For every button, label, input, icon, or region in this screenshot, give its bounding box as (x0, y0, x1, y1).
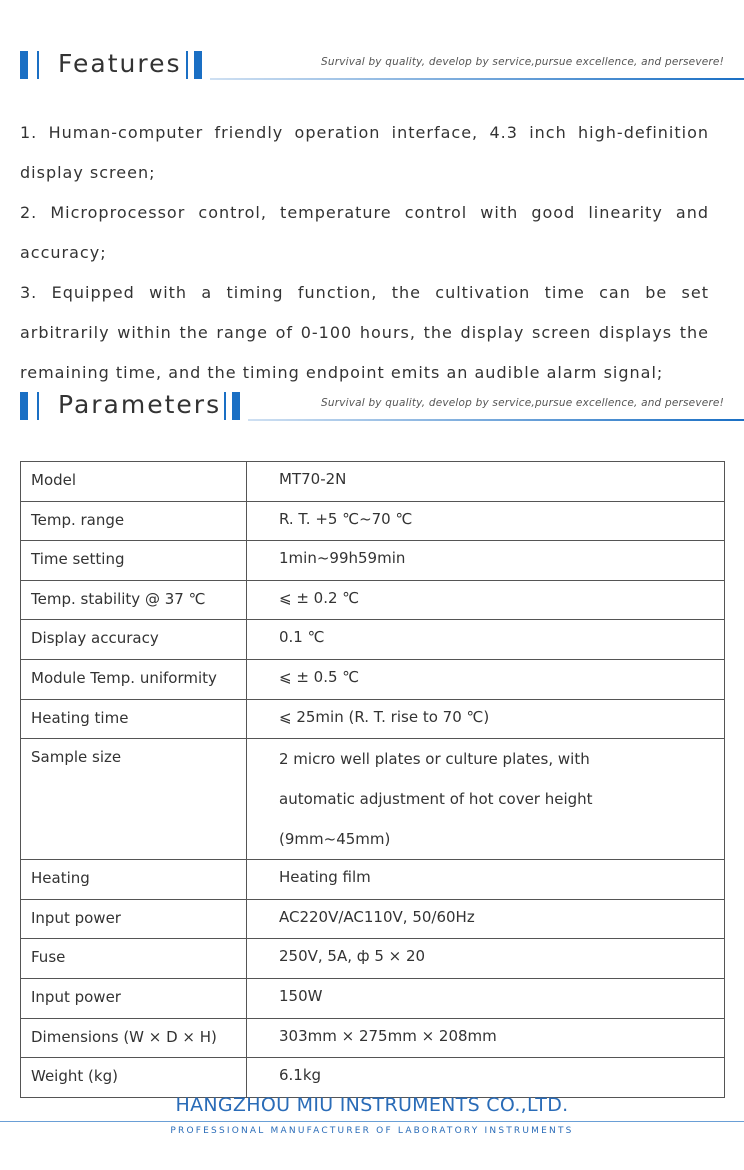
table-row (21, 1018, 725, 1058)
param-key: Input power (21, 899, 247, 939)
table-row (21, 899, 725, 939)
table-row (21, 501, 725, 541)
param-key: Time setting (21, 541, 247, 581)
param-key: Temp. range (21, 501, 247, 541)
table-row (21, 620, 725, 660)
accent-bar (37, 51, 39, 79)
accent-bar (20, 392, 28, 420)
table-row (21, 699, 725, 739)
features-header (0, 49, 744, 89)
parameters-table (20, 461, 725, 1098)
feature-item: 2. Microprocessor control, temperature control with good linearity and accuracy; (20, 203, 709, 262)
param-value: 6.1kg (247, 1058, 725, 1098)
feature-item: 1. Human-computer friendly operation interface, 4.3 inch high-definition display screen; (20, 123, 709, 182)
footer-divider (0, 1121, 744, 1122)
param-key: Sample size (21, 739, 247, 860)
param-value: 1min~99h59min (247, 541, 725, 581)
accent-bar (194, 51, 202, 79)
table-row (21, 939, 725, 979)
param-key: Fuse (21, 939, 247, 979)
table-row (21, 580, 725, 620)
param-key: Heating (21, 860, 247, 900)
header-rule (248, 419, 744, 421)
accent-bar (37, 392, 39, 420)
accent-bar (224, 392, 226, 420)
param-value: 250V, 5A, ф 5 × 20 (247, 939, 725, 979)
param-value: Heating film (247, 860, 725, 900)
features-list (20, 113, 709, 393)
table-row (21, 659, 725, 699)
param-value: ⩽ 25min (R. T. rise to 70 ℃) (247, 699, 725, 739)
param-key: Input power (21, 978, 247, 1018)
param-key: Weight (kg) (21, 1058, 247, 1098)
param-value: 303mm × 275mm × 208mm (247, 1018, 725, 1058)
param-value: MT70-2N (247, 462, 725, 502)
param-key: Dimensions (W × D × H) (21, 1018, 247, 1058)
table-row (21, 1058, 725, 1098)
param-key: Module Temp. uniformity (21, 659, 247, 699)
accent-bar (20, 51, 28, 79)
parameters-header (0, 390, 744, 430)
param-value: AC220V/AC110V, 50/60Hz (247, 899, 725, 939)
param-value: R. T. +5 ℃~70 ℃ (247, 501, 725, 541)
param-key: Model (21, 462, 247, 502)
parameters-title: Parameters (58, 390, 222, 419)
param-value: 0.1 ℃ (247, 620, 725, 660)
features-title: Features (58, 49, 182, 78)
param-key: Heating time (21, 699, 247, 739)
accent-bar (186, 51, 188, 79)
footer-tagline: PROFESSIONAL MANUFACTURER OF LABORATORY INSTRUMENTS (170, 1126, 574, 1136)
param-value: 150W (247, 978, 725, 1018)
accent-bar (232, 392, 240, 420)
param-key: Temp. stability @ 37 ℃ (21, 580, 247, 620)
param-key: Display accuracy (21, 620, 247, 660)
features-slogan: Survival by quality, develop by service,pursue excellence, and persevere! (320, 56, 724, 68)
param-value: ⩽ ± 0.5 ℃ (247, 659, 725, 699)
table-row (21, 541, 725, 581)
param-value: ⩽ ± 0.2 ℃ (247, 580, 725, 620)
parameters-slogan: Survival by quality, develop by service,pursue excellence, and persevere! (320, 397, 724, 409)
table-row (21, 462, 725, 502)
header-rule (210, 78, 744, 80)
feature-item: 3. Equipped with a timing function, the cultivation time can be set arbitrarily within the range of 0-100 hours, the display screen displays the remaining time, and the timing endpoint emits an audible alarm signal; (20, 283, 709, 382)
param-value: 2 micro well plates or culture plates, with automatic adjustment of hot cover height (9mm~45mm) (247, 739, 725, 860)
table-row (21, 860, 725, 900)
table-row (21, 739, 725, 860)
table-row (21, 978, 725, 1018)
footer-company-name: HANGZHOU MIU INSTRUMENTS CO.,LTD. (175, 1094, 569, 1116)
